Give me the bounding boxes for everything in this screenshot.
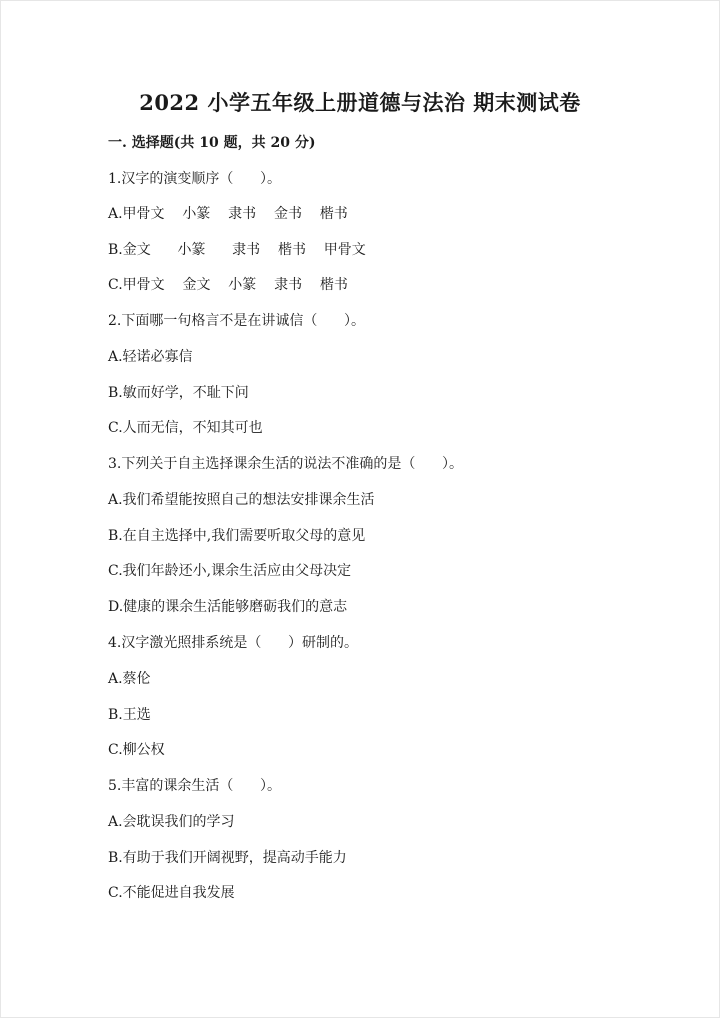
question-4-option-b: B.王选 — [108, 707, 151, 723]
question-5-stem: 5.丰富的课余生活（ ）。 — [108, 778, 282, 794]
question-3-option-c: C.我们年龄还小,课余生活应由父母决定 — [108, 563, 352, 579]
section-heading: 一. 选择题(共 10 题，共 20 分) — [108, 135, 316, 151]
question-4-option-c: C.柳公权 — [108, 742, 165, 758]
question-2-option-a: A.轻诺必寡信 — [108, 349, 193, 365]
question-5-option-a: A.会耽误我们的学习 — [108, 814, 235, 830]
page-title: 2022 小学五年级上册道德与法治 期末测试卷 — [139, 90, 581, 115]
question-5-option-c: C.不能促进自我发展 — [108, 885, 235, 901]
question-3-stem: 3.下列关于自主选择课余生活的说法不准确的是（ ）。 — [108, 456, 464, 472]
question-3-option-d: D.健康的课余生活能够磨砺我们的意志 — [108, 599, 348, 615]
question-1-option-b: B.金文 小篆 隶书 楷书 甲骨文 — [108, 242, 366, 258]
question-4-option-a: A.蔡伦 — [108, 671, 151, 687]
question-1-option-a: A.甲骨文 小篆 隶书 金书 楷书 — [108, 206, 348, 222]
question-1-option-c: C.甲骨文 金文 小篆 隶书 楷书 — [108, 277, 348, 293]
question-4-stem: 4.汉字激光照排系统是（ ）研制的。 — [108, 635, 359, 651]
question-5-option-b: B.有助于我们开阔视野，提高动手能力 — [108, 850, 347, 866]
question-3-option-b: B.在自主选择中,我们需要听取父母的意见 — [108, 528, 366, 544]
question-2-stem: 2.下面哪一句格言不是在讲诚信（ ）。 — [108, 313, 366, 329]
question-1-stem: 1.汉字的演变顺序（ ）。 — [108, 171, 282, 187]
question-2-option-c: C.人而无信，不知其可也 — [108, 420, 263, 436]
question-2-option-b: B.敏而好学，不耻下问 — [108, 385, 249, 401]
question-3-option-a: A.我们希望能按照自己的想法安排课余生活 — [108, 492, 375, 508]
